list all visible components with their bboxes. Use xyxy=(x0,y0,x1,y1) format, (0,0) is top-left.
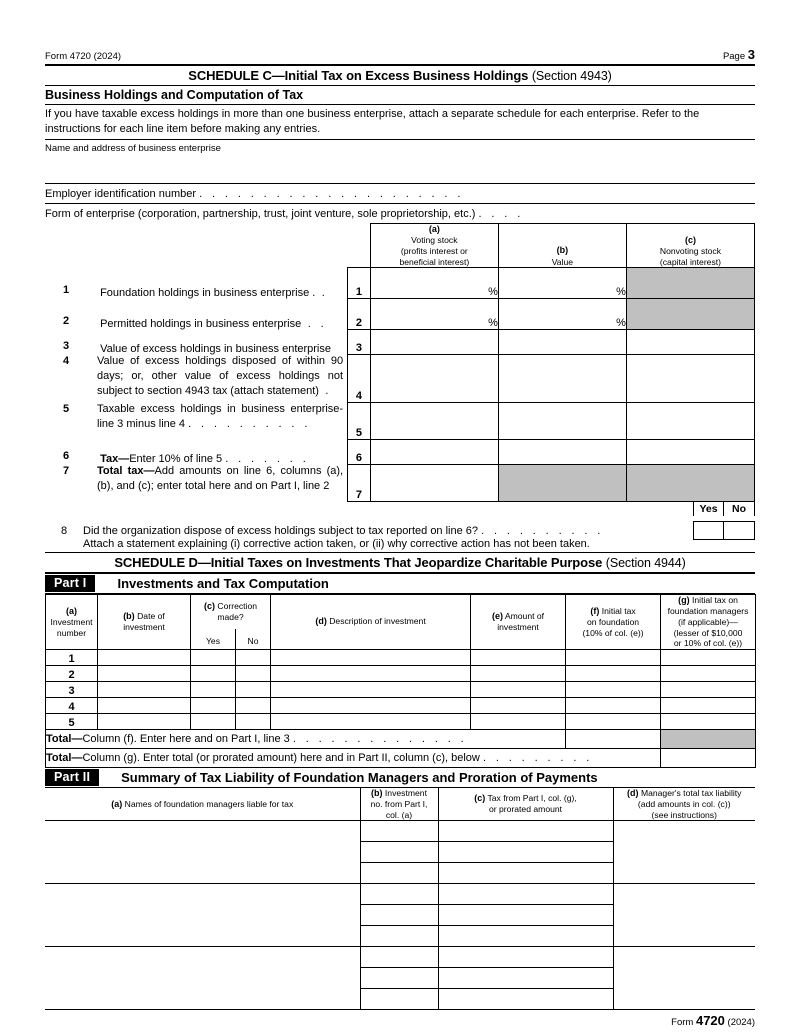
part1-total-f-label: Total—Column (f). Enter here and on Part I, line 3 . . . . . . . . . . . . . . xyxy=(46,729,566,748)
line-5-box-number: 5 xyxy=(348,403,371,440)
line-7-number: 7 xyxy=(63,464,70,477)
schedule-c-title xyxy=(45,66,755,86)
part2-manager-2-invno-1[interactable] xyxy=(360,884,438,905)
part1-row-2-no[interactable] xyxy=(236,665,271,681)
part1-row-3-no[interactable] xyxy=(236,681,271,697)
page-footer xyxy=(45,1010,755,1028)
part1-row-5-number: 5 xyxy=(46,713,98,729)
part2-manager-row-3-line-1 xyxy=(45,947,755,968)
part1-total-g-label: Total—Column (g). Enter total (or prorated amount) here and in Part II, column (c), below . . . . . . . . . xyxy=(46,748,661,767)
schedule-c-row-6 xyxy=(45,440,755,465)
part-1-label: Part I xyxy=(45,575,95,592)
part1-col-e-header: (e) Amount of investment xyxy=(471,595,566,650)
line-3-description: 3 Value of excess holdings in business enterprise xyxy=(45,330,348,355)
part-2-header-row xyxy=(45,788,755,821)
line-2-col-b[interactable]: % xyxy=(498,299,626,330)
line-1-number: 1 xyxy=(63,283,70,296)
part1-row-3-description[interactable] xyxy=(271,681,471,697)
line-1-box-number: 1 xyxy=(348,268,371,299)
ein-field[interactable] xyxy=(45,184,755,204)
no-column-header: No xyxy=(724,501,755,516)
line-4-col-b[interactable] xyxy=(498,355,626,403)
line-1-col-b[interactable]: % xyxy=(498,268,626,299)
part1-correction-no-header: No xyxy=(236,629,271,649)
name-address-field[interactable] xyxy=(45,140,755,184)
schedule-d-section: (Section 4944) xyxy=(605,556,686,571)
line-5-col-c[interactable] xyxy=(626,403,754,440)
part2-manager-3-tax-1[interactable] xyxy=(438,947,613,968)
part2-manager-2-total[interactable] xyxy=(613,884,755,947)
part2-manager-3-tax-3[interactable] xyxy=(438,989,613,1010)
line-3-col-a[interactable] xyxy=(370,330,498,355)
line-6-col-c[interactable] xyxy=(626,440,754,465)
line-7-col-b-shaded xyxy=(498,465,626,502)
part2-manager-3-invno-2[interactable] xyxy=(360,968,438,989)
schedule-c-section: (Section 4943) xyxy=(531,69,612,83)
footer-form-label: Form 4720 (2024) xyxy=(671,1013,755,1029)
part1-row-1 xyxy=(46,649,756,665)
part1-row-2-description[interactable] xyxy=(271,665,471,681)
line-4-box-number: 4 xyxy=(348,355,371,403)
part1-row-4-yes[interactable] xyxy=(191,697,236,713)
part1-col-a-header: (a) Investment number xyxy=(46,595,98,650)
line-6-col-b[interactable] xyxy=(498,440,626,465)
part2-manager-1-tax-1[interactable] xyxy=(438,821,613,842)
form-id-label: Form 4720 (2024) xyxy=(45,51,122,62)
line-7-box-number: 7 xyxy=(348,465,371,502)
line-2-col-c-shaded xyxy=(626,299,754,330)
schedule-d-title-text: SCHEDULE D—Initial Taxes on Investments That Jeopardize Charitable Purpose xyxy=(114,555,603,571)
line-7-description xyxy=(45,465,348,502)
part1-row-1-yes[interactable] xyxy=(191,649,236,665)
part2-col-d-header: (d) Manager's total tax liability (add amounts in col. (c)) (see instructions) xyxy=(613,788,755,821)
part1-total-f-row xyxy=(46,729,756,748)
line-2-col-a[interactable]: % xyxy=(370,299,498,330)
part2-manager-3-tax-2[interactable] xyxy=(438,968,613,989)
line-8-answer-boxes xyxy=(693,521,755,540)
line-4-text-2: days; or, other value of excess holdings not xyxy=(97,369,344,382)
part2-manager-row-2-line-1 xyxy=(45,884,755,905)
schedule-c-row-4 xyxy=(45,355,755,403)
enterprise-leader-dots: . . . . xyxy=(478,208,524,221)
part1-row-1-no[interactable] xyxy=(236,649,271,665)
part2-manager-2-tax-3[interactable] xyxy=(438,926,613,947)
line-1-col-c-shaded xyxy=(626,268,754,299)
line-8-yes-checkbox[interactable] xyxy=(693,521,724,540)
part1-row-3-yes[interactable] xyxy=(191,681,236,697)
part1-row-4-number: 4 xyxy=(46,697,98,713)
line-5-col-a[interactable] xyxy=(370,403,498,440)
part1-row-3-number: 3 xyxy=(46,681,98,697)
line-4-text-3: subject to section 4943 tax (attach statement) . xyxy=(97,384,332,397)
line-5-col-b[interactable] xyxy=(498,403,626,440)
line-8-no-checkbox[interactable] xyxy=(724,521,755,540)
line-4-description xyxy=(45,355,348,403)
part-1-title: Investments and Tax Computation xyxy=(117,576,329,592)
col-b-header: (b) Value xyxy=(498,224,626,268)
line-6-box-number: 6 xyxy=(348,440,371,465)
part2-manager-3-name[interactable] xyxy=(45,947,360,1010)
part2-manager-3-invno-1[interactable] xyxy=(360,947,438,968)
part1-row-1-description[interactable] xyxy=(271,649,471,665)
part2-col-a-header: (a) Names of foundation managers liable for tax xyxy=(45,788,360,821)
line-8-row xyxy=(45,522,755,537)
line-7-col-a[interactable] xyxy=(370,465,498,502)
part2-manager-1-tax-3[interactable] xyxy=(438,863,613,884)
part1-row-5-date[interactable] xyxy=(98,713,191,729)
part2-manager-3-total[interactable] xyxy=(613,947,755,1010)
part1-row-5-tax-foundation[interactable] xyxy=(566,713,661,729)
part2-manager-2-tax-2[interactable] xyxy=(438,905,613,926)
schedule-c-subtitle: Business Holdings and Computation of Tax xyxy=(45,86,755,105)
schedule-c-header-row xyxy=(45,224,755,268)
part-2-title: Summary of Tax Liability of Foundation Managers and Proration of Payments xyxy=(121,769,598,785)
part2-col-c-header: (c) Tax from Part I, col. (g), or prorated amount xyxy=(438,788,613,821)
part1-col-c-header: (c) Correction made? xyxy=(191,595,271,629)
part-2-table xyxy=(45,788,755,1010)
schedule-c-title-text: SCHEDULE C—Initial Tax on Excess Business Holdings xyxy=(188,68,529,83)
part2-manager-2-invno-2[interactable] xyxy=(360,905,438,926)
line-3-number: 3 xyxy=(63,339,70,352)
line-1-description: 1 Foundation holdings in business enterprise . . xyxy=(45,268,348,299)
part1-total-f-value[interactable] xyxy=(566,729,661,748)
schedule-c-table xyxy=(45,223,755,502)
part1-total-g-row xyxy=(46,748,756,767)
part1-row-5-tax-managers[interactable] xyxy=(661,713,756,729)
page-header xyxy=(45,0,755,66)
part1-row-4-date[interactable] xyxy=(98,697,191,713)
line-6-number: 6 xyxy=(63,449,70,462)
line-4-col-c[interactable] xyxy=(626,355,754,403)
part1-row-3-amount[interactable] xyxy=(471,681,566,697)
line-5-text-1: Taxable excess holdings in business enterprise- xyxy=(97,402,344,415)
part1-col-b-header: (b) Date of investment xyxy=(98,595,191,650)
part1-row-4-tax-managers[interactable] xyxy=(661,697,756,713)
line-5-text-2: line 3 minus line 4 . . . . . . . . . . xyxy=(97,417,311,430)
line-5-description xyxy=(45,403,348,440)
line-1-col-a[interactable]: % xyxy=(370,268,498,299)
part2-manager-row-1-line-1 xyxy=(45,821,755,842)
part1-row-2-yes[interactable] xyxy=(191,665,236,681)
part1-row-2-number: 2 xyxy=(46,665,98,681)
yes-no-header xyxy=(693,501,755,516)
part2-manager-2-tax-1[interactable] xyxy=(438,884,613,905)
part1-row-1-tax-foundation[interactable] xyxy=(566,649,661,665)
part1-col-g-header: (g) Initial tax on foundation managers (if applicable)— (lesser of $10,000 or 10% of col. (e)) xyxy=(661,595,756,650)
line-3-col-b[interactable] xyxy=(498,330,626,355)
part1-col-d-header: (d) Description of investment xyxy=(271,595,471,650)
line-7-text-2: (b), and (c); enter total here and on Part I, line 2 xyxy=(97,479,330,492)
part1-row-4 xyxy=(46,697,756,713)
ein-leader-dots: . . . . . . . . . . . . . . . . . . . . . xyxy=(199,188,464,201)
schedule-c-row-1 xyxy=(45,268,755,299)
part2-manager-1-tax-2[interactable] xyxy=(438,842,613,863)
part1-row-4-amount[interactable] xyxy=(471,697,566,713)
part1-row-5-yes[interactable] xyxy=(191,713,236,729)
schedule-c-row-2 xyxy=(45,299,755,330)
schedule-c-row-3 xyxy=(45,330,755,355)
part2-manager-2-name[interactable] xyxy=(45,884,360,947)
part1-row-4-tax-foundation[interactable] xyxy=(566,697,661,713)
col-c-header: (c) Nonvoting stock (capital interest) xyxy=(626,224,754,268)
name-address-label: Name and address of business enterprise xyxy=(45,143,221,155)
part2-manager-1-invno-3[interactable] xyxy=(360,863,438,884)
line-4-text-1: Value of excess holdings disposed of within 90 xyxy=(97,354,344,367)
line-4-number: 4 xyxy=(63,354,70,367)
yes-column-header: Yes xyxy=(693,501,724,516)
line-4-col-a[interactable] xyxy=(370,355,498,403)
part1-row-3 xyxy=(46,681,756,697)
part2-manager-2-invno-3[interactable] xyxy=(360,926,438,947)
part-2-label: Part II xyxy=(45,769,99,786)
page-number: 3 xyxy=(747,47,755,62)
part1-row-2 xyxy=(46,665,756,681)
line-7-col-c-shaded xyxy=(626,465,754,502)
line-2-description: 2 Permitted holdings in business enterprise . . xyxy=(45,299,348,330)
part2-manager-1-name[interactable] xyxy=(45,821,360,884)
footer-form-number: 4720 xyxy=(695,1013,725,1029)
part1-row-1-tax-managers[interactable] xyxy=(661,649,756,665)
page-number-label: Page 3 xyxy=(722,47,755,62)
part1-row-2-amount[interactable] xyxy=(471,665,566,681)
part2-manager-1-invno-2[interactable] xyxy=(360,842,438,863)
part1-row-4-description[interactable] xyxy=(271,697,471,713)
part1-row-2-date[interactable] xyxy=(98,665,191,681)
line-3-col-c[interactable] xyxy=(626,330,754,355)
line-6-col-a[interactable] xyxy=(370,440,498,465)
part1-row-1-number: 1 xyxy=(46,649,98,665)
part-1-banner xyxy=(45,574,755,594)
schedule-c-instructions: If you have taxable excess holdings in more than one business enterprise, attach a separate schedule for each enterprise. Refer to the instructions for each line item before making any entries. xyxy=(45,105,755,140)
part1-row-1-amount[interactable] xyxy=(471,649,566,665)
part1-row-5-description[interactable] xyxy=(271,713,471,729)
part1-row-3-date[interactable] xyxy=(98,681,191,697)
part2-col-b-header: (b) Investment no. from Part I, col. (a) xyxy=(360,788,438,821)
enterprise-form-field[interactable] xyxy=(45,204,755,223)
part1-row-4-no[interactable] xyxy=(236,697,271,713)
part2-manager-3-invno-3[interactable] xyxy=(360,989,438,1010)
part1-correction-yes-header: Yes xyxy=(191,629,236,649)
line-2-number: 2 xyxy=(63,314,70,327)
schedule-d-title xyxy=(45,552,755,574)
line-3-box-number: 3 xyxy=(348,330,371,355)
part1-row-3-tax-foundation[interactable] xyxy=(566,681,661,697)
part1-row-3-tax-managers[interactable] xyxy=(661,681,756,697)
part-1-header-row xyxy=(46,595,756,629)
col-a-header: (a) Voting stock (profits interest or beneficial interest) xyxy=(370,224,498,268)
part1-total-f-col-g-shaded xyxy=(661,729,756,748)
ein-label: Employer identification number xyxy=(45,188,197,201)
part1-row-2-tax-managers[interactable] xyxy=(661,665,756,681)
part1-col-f-header: (f) Initial tax on foundation (10% of col. (e)) xyxy=(566,595,661,650)
part2-manager-1-total[interactable] xyxy=(613,821,755,884)
part1-row-5-amount[interactable] xyxy=(471,713,566,729)
part1-total-g-value[interactable] xyxy=(661,748,756,767)
part1-row-5 xyxy=(46,713,756,729)
part1-row-2-tax-foundation[interactable] xyxy=(566,665,661,681)
part1-row-1-date[interactable] xyxy=(98,649,191,665)
part-2-banner xyxy=(45,768,755,788)
line-8-subtext: Attach a statement explaining (i) corrective action taken, or (ii) why corrective action has not been taken. xyxy=(83,538,590,551)
schedule-c-row-5 xyxy=(45,403,755,440)
part1-row-5-no[interactable] xyxy=(236,713,271,729)
line-2-box-number: 2 xyxy=(348,299,371,330)
enterprise-form-label: Form of enterprise (corporation, partnership, trust, joint venture, sole proprietorship, etc.) xyxy=(45,208,476,221)
line-5-number: 5 xyxy=(63,402,70,415)
line-8-text: Did the organization dispose of excess holdings subject to tax reported on line 6? . . . . . . . . . . xyxy=(83,525,604,538)
line-7-text-1: Total tax—Add amounts on line 6, columns (a), xyxy=(97,464,344,477)
part-1-table xyxy=(45,594,756,768)
part2-manager-1-invno-1[interactable] xyxy=(360,821,438,842)
line-8-number: 8 xyxy=(61,525,68,538)
schedule-c-row-7 xyxy=(45,465,755,502)
line-6-description: 6 Tax—Enter 10% of line 5 . . . . . . . xyxy=(45,440,348,465)
